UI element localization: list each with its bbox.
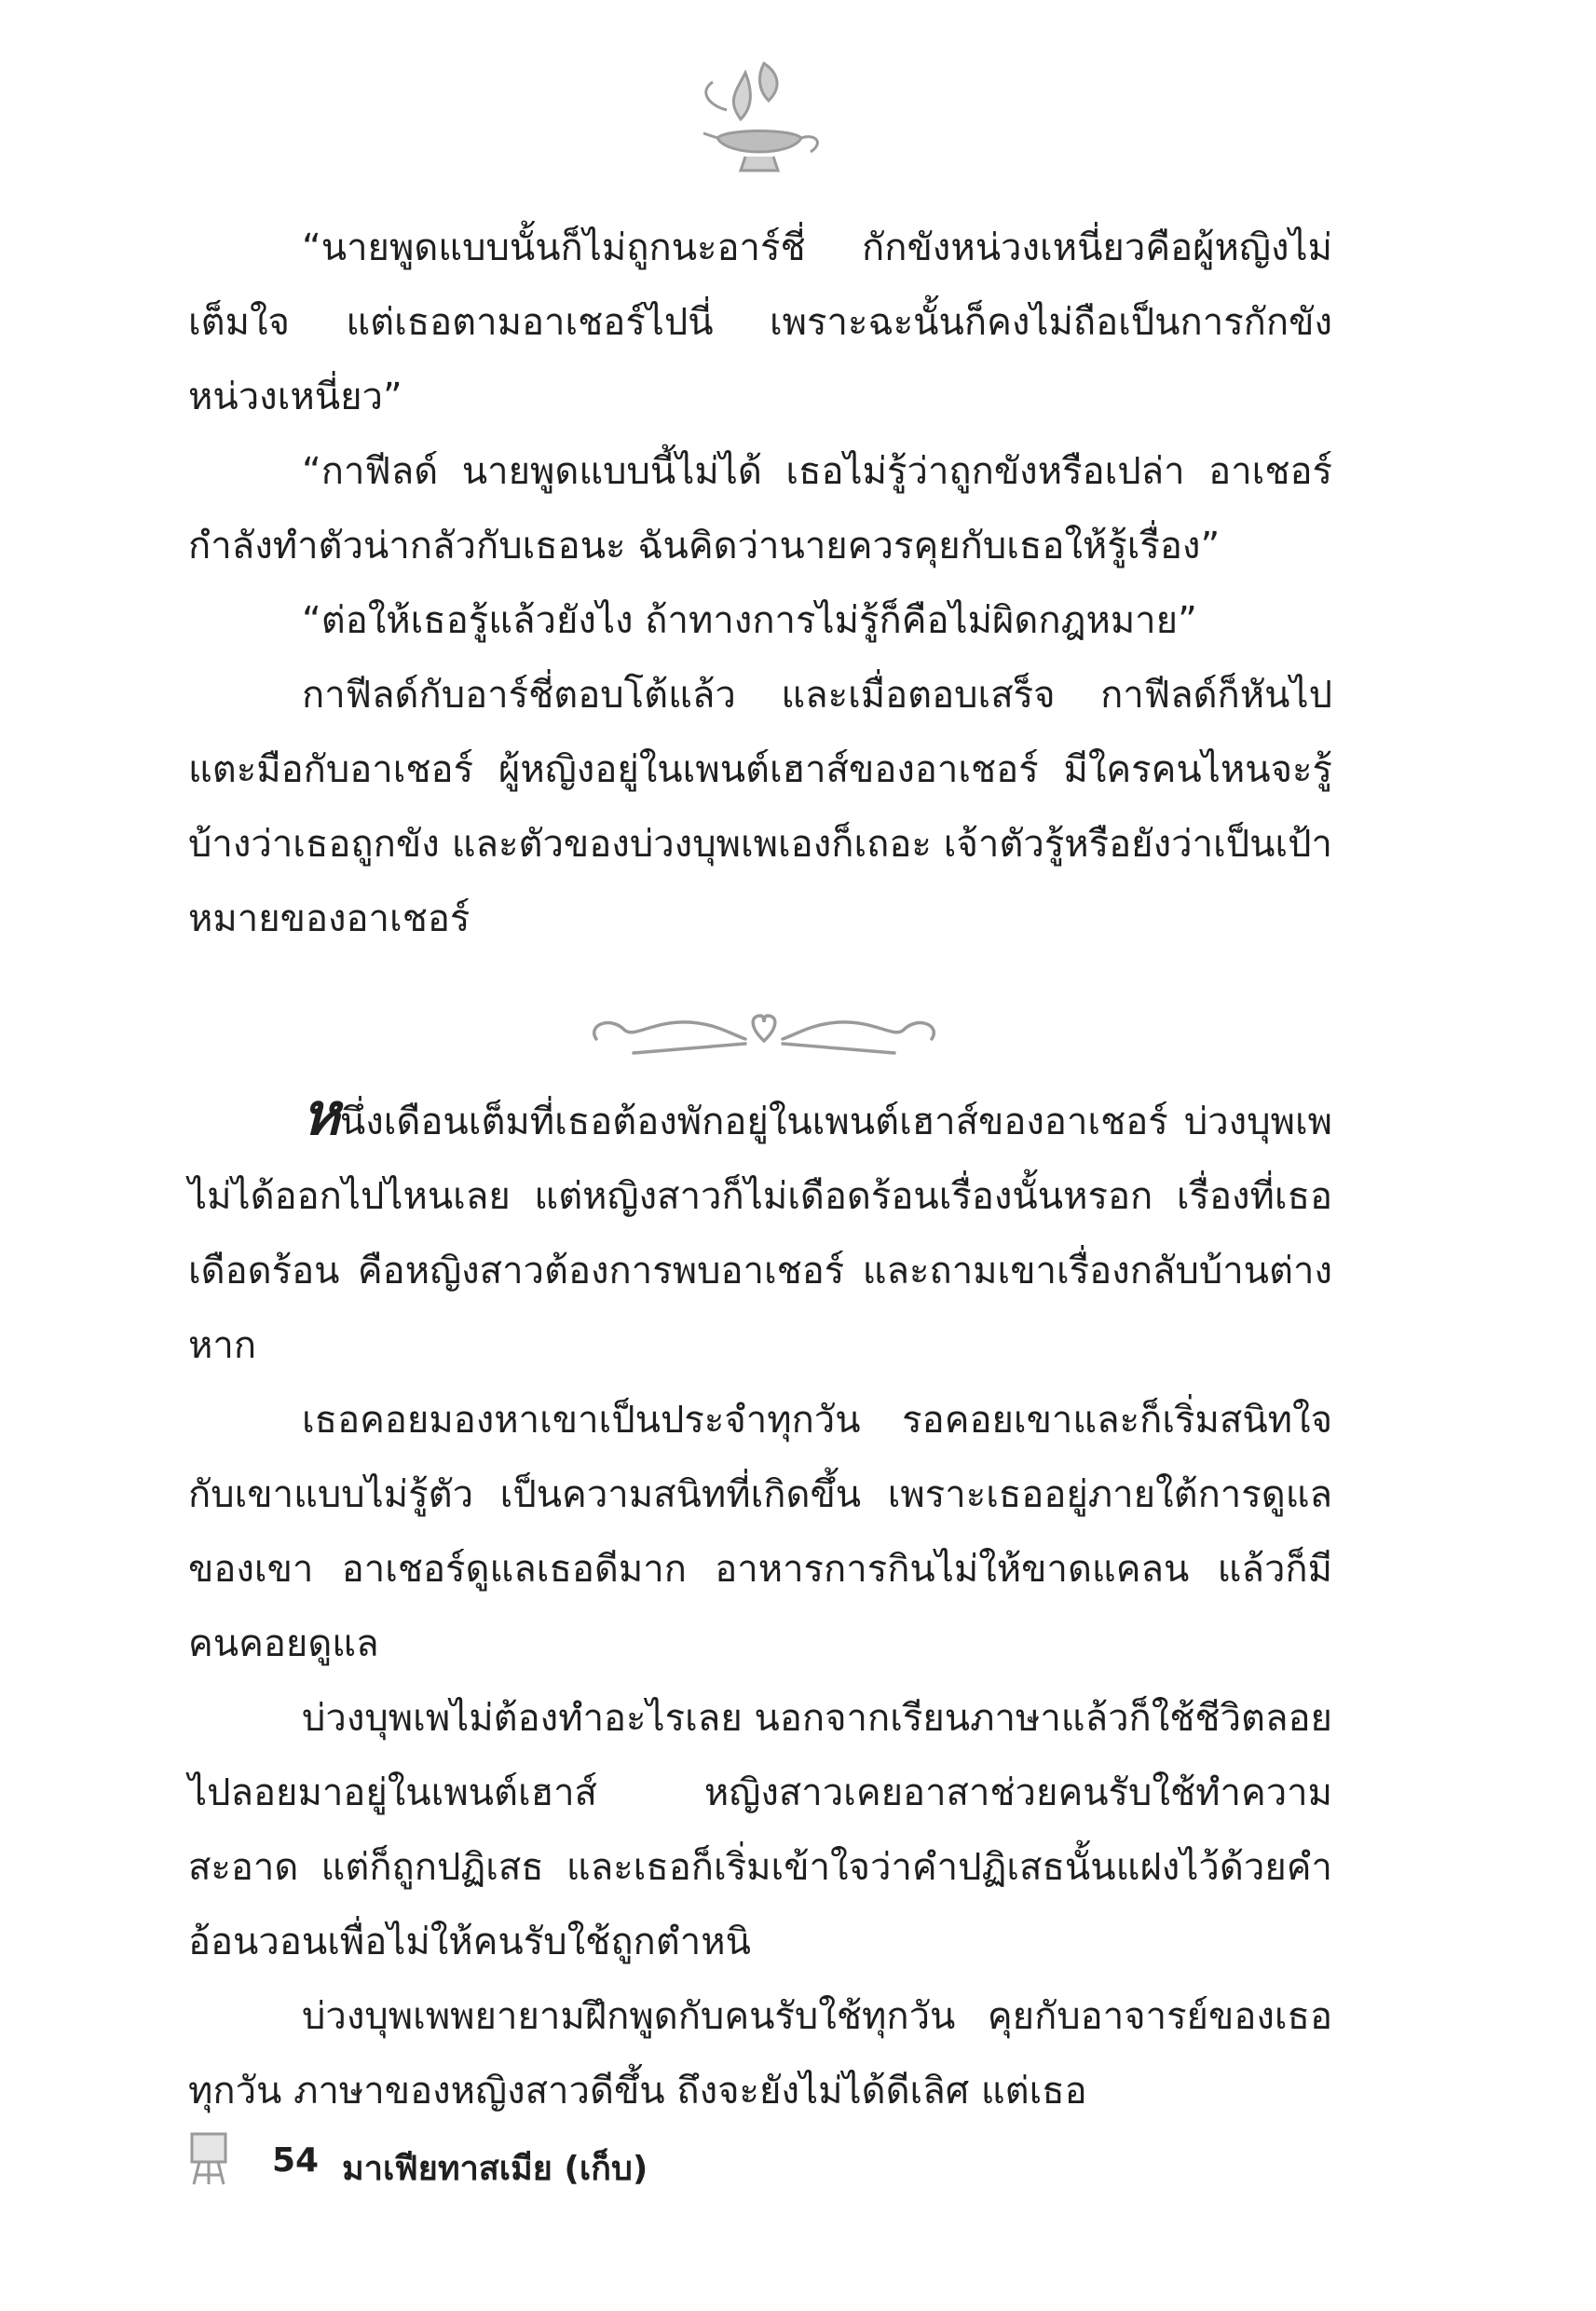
paragraph: “กาฟีลด์ นายพูดแบบนี้ไม่ได้ เธอไม่รู้ว่าถูกขังหรือเปล่า อาเชอร์กำลังทำตัวน่ากลัวกับเธอนะ ฉันคิดว่านายควรคุยกับเธอให้รู้เรื่อง” (188, 450, 1332, 567)
text-block (188, 211, 1332, 956)
paragraph: บ่วงบุพเพไม่ต้องทำอะไรเลย นอกจากเรียนภาษาแล้วก็ใช้ชีวิตลอยไปลอยมาอยู่ในเพนต์เฮาส์ หญิงสาวเคยอาสาช่วยคนรับใช้ทำความสะอาด แต่ก็ถูกปฏิเสธ และเธอก็เริ่มเข้าใจว่าคำปฏิเสธนั้นแฝงไว้ด้วยคำอ้อนวอนเพื่อไม่ให้คนรับใช้ถูกตำหนิ (188, 1697, 1332, 1963)
page-number: 54 (272, 2141, 320, 2180)
drop-cap: ห (302, 1080, 340, 1148)
paragraph: “ต่อให้เธอรู้แล้วยังไง ถ้าทางการไม่รู้ก็คือไม่ผิดกฎหมาย” (302, 599, 1197, 642)
easel-icon (188, 2130, 229, 2186)
paragraph: เธอคอยมองหาเขาเป็นประจำทุกวัน รอคอยเขาและก็เริ่มสนิทใจกับเขาแบบไม่รู้ตัว เป็นความสนิทที่เกิดขึ้น เพราะเธออยู่ภายใต้การดูแลของเขา อาเชอร์ดูแลเธอดีมาก อาหารการกินไม่ให้ขาดแคลน แล้วก็มีคนคอยดูแล (188, 1399, 1332, 1665)
book-title: มาเฟียทาสเมีย (เก็บ) (342, 2150, 648, 2188)
scroll-divider-ornament (578, 1002, 950, 1067)
paragraph-rest: นึ่งเดือนเต็มที่เธอต้องพักอยู่ในเพนต์เฮาส์ของอาเชอร์ บ่วงบุพเพไม่ได้ออกไปไหนเลย แต่หญิงสาวก็ไม่เดือดร้อนเรื่องนั้นหรอก เรื่องที่เธอเดือดร้อน คือหญิงสาวต้องการพบอาเชอร์ และถามเขาเรื่องกลับบ้านต่างหาก (188, 1101, 1332, 1367)
paragraph: “นายพูดแบบนั้นก็ไม่ถูกนะอาร์ชี่ กักขังหน่วงเหนี่ยวคือผู้หญิงไม่เต็มใจ แต่เธอตามอาเชอร์ไปนี่ เพราะฉะนั้นก็คงไม่ถือเป็นการกักขังหน่วงเหนี่ยว” (188, 226, 1332, 418)
page-footer (188, 2130, 1027, 2195)
paragraph: บ่วงบุพเพพยายามฝึกพูดกับคนรับใช้ทุกวัน คุยกับอาจารย์ของเธอทุกวัน ภาษาของหญิงสาวดีขึ้น ถึงจะยังไม่ได้ดีเลิศ แต่เธอ (188, 1995, 1332, 2113)
section-two (188, 1080, 1332, 2128)
paragraph-with-drop-cap (188, 1080, 1332, 1383)
genie-lamp-ornament (689, 54, 829, 180)
paragraph: กาฟีลด์กับอาร์ชี่ตอบโต้แล้ว และเมื่อตอบเสร็จ กาฟีลด์ก็หันไปแตะมือกับอาเชอร์ ผู้หญิงอยู่ในเพนต์เฮาส์ของอาเชอร์ มีใครคนไหนจะรู้บ้างว่าเธอถูกขัง และตัวของบ่วงบุพเพเองก็เถอะ เจ้าตัวรู้หรือยังว่าเป็นเป้าหมายของอาเชอร์ (188, 674, 1332, 940)
